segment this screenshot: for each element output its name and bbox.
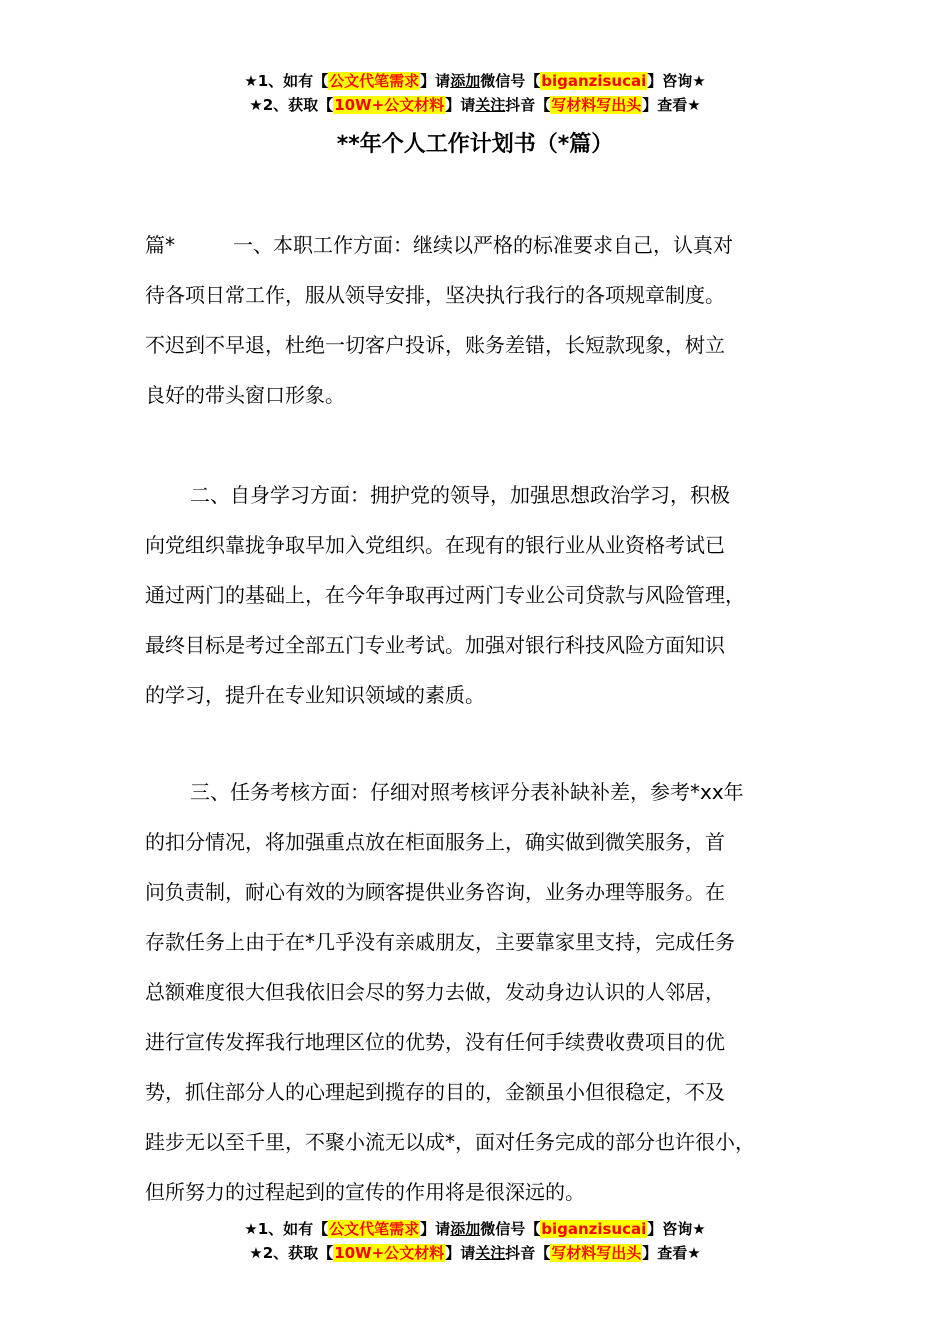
footer-promo-line-2 <box>0 1242 950 1264</box>
footer-promo-line-1 <box>0 1218 950 1240</box>
paragraph-line: 进行宣传发挥我行地理区位的优势，没有任何手续费收费项目的优 <box>145 1030 725 1054</box>
paragraph-line: 最终目标是考过全部五门专业考试。加强对银行科技风险方面知识 <box>145 633 725 657</box>
paragraph-line: 向党组织靠拢争取早加入党组织。在现有的银行业从业资格考试已 <box>145 533 725 557</box>
paragraph-line: 存款任务上由于在*几乎没有亲戚朋友，主要靠家里支持，完成任务 <box>145 930 735 954</box>
header-promo-line-2 <box>0 94 950 116</box>
promo-text: 】查看★ <box>642 1244 701 1262</box>
header-promo-line-1 <box>0 70 950 92</box>
promo-text: 】请 <box>420 72 451 90</box>
promo-underline: 关注 <box>475 96 506 114</box>
paragraph-line: 三、任务考核方面：仔细对照考核评分表补缺补差，参考*xx年 <box>190 780 744 804</box>
promo-text: 】请 <box>445 96 476 114</box>
promo-douyin-id: 写材料写出头 <box>551 96 642 114</box>
paragraph-2 <box>145 470 835 720</box>
promo-highlight: 10W+公文材料 <box>334 1244 445 1262</box>
promo-text: 抖音【 <box>505 1244 551 1262</box>
promo-douyin-id: 写材料写出头 <box>551 1244 642 1262</box>
paragraph-line: 不迟到不早退，杜绝一切客户投诉，账务差错，长短款现象，树立 <box>145 333 725 357</box>
promo-text: 】请 <box>445 1244 476 1262</box>
promo-underline: 添加 <box>450 72 481 90</box>
promo-highlight: 公文代笔需求 <box>329 72 420 90</box>
promo-highlight: 公文代笔需求 <box>329 1220 420 1238</box>
section-label: 篇* <box>145 233 175 257</box>
paragraph-line: 待各项日常工作，服从领导安排，坚决执行我行的各项规章制度。 <box>145 283 725 307</box>
line-text: 一、本职工作方面：继续以严格的标准要求自己，认真对 <box>233 233 733 257</box>
paragraph-line: 二、自身学习方面：拥护党的领导，加强思想政治学习，积极 <box>190 483 730 507</box>
promo-wechat-id: biganzisucai <box>541 1220 647 1238</box>
promo-text: 微信号【 <box>480 1220 541 1238</box>
paragraph-line: 问负责制，耐心有效的为顾客提供业务咨询，业务办理等服务。在 <box>145 880 725 904</box>
promo-text: 】咨询★ <box>647 72 706 90</box>
paragraph-line: 总额难度很大但我依旧会尽的努力去做，发动身边认识的人邻居， <box>145 980 725 1004</box>
paragraph-line: 的扣分情况，将加强重点放在柜面服务上，确实做到微笑服务，首 <box>145 830 725 854</box>
promo-wechat-id: biganzisucai <box>541 72 647 90</box>
promo-underline: 关注 <box>475 1244 506 1262</box>
paragraph-line <box>145 220 835 270</box>
paragraph-line: 跬步无以至千里，不聚小流无以成*，面对任务完成的部分也许很小， <box>145 1130 755 1154</box>
promo-text: 】咨询★ <box>647 1220 706 1238</box>
promo-text: 】查看★ <box>642 96 701 114</box>
paragraph-line: 但所努力的过程起到的宣传的作用将是很深远的。 <box>145 1180 585 1204</box>
promo-highlight: 10W+公文材料 <box>334 96 445 114</box>
promo-text: 微信号【 <box>480 72 541 90</box>
promo-text: ★1、如有【 <box>244 72 329 90</box>
paragraph-1 <box>145 220 835 420</box>
paragraph-line: 势，抓住部分人的心理起到揽存的目的，金额虽小但很稳定，不及 <box>145 1080 725 1104</box>
promo-text: 抖音【 <box>505 96 551 114</box>
paragraph-line: 的学习，提升在专业知识领域的素质。 <box>145 683 485 707</box>
promo-text: ★2、获取【 <box>249 1244 334 1262</box>
promo-underline: 添加 <box>450 1220 481 1238</box>
promo-text: ★1、如有【 <box>244 1220 329 1238</box>
paragraph-line: 通过两门的基础上，在今年争取再过两门专业公司贷款与风险管理， <box>145 583 745 607</box>
paragraph-line: 良好的带头窗口形象。 <box>145 383 345 407</box>
paragraph-3 <box>145 767 835 1217</box>
promo-text: ★2、获取【 <box>249 96 334 114</box>
document-title: **年个人工作计划书（*篇） <box>336 132 614 157</box>
promo-text: 】请 <box>420 1220 451 1238</box>
